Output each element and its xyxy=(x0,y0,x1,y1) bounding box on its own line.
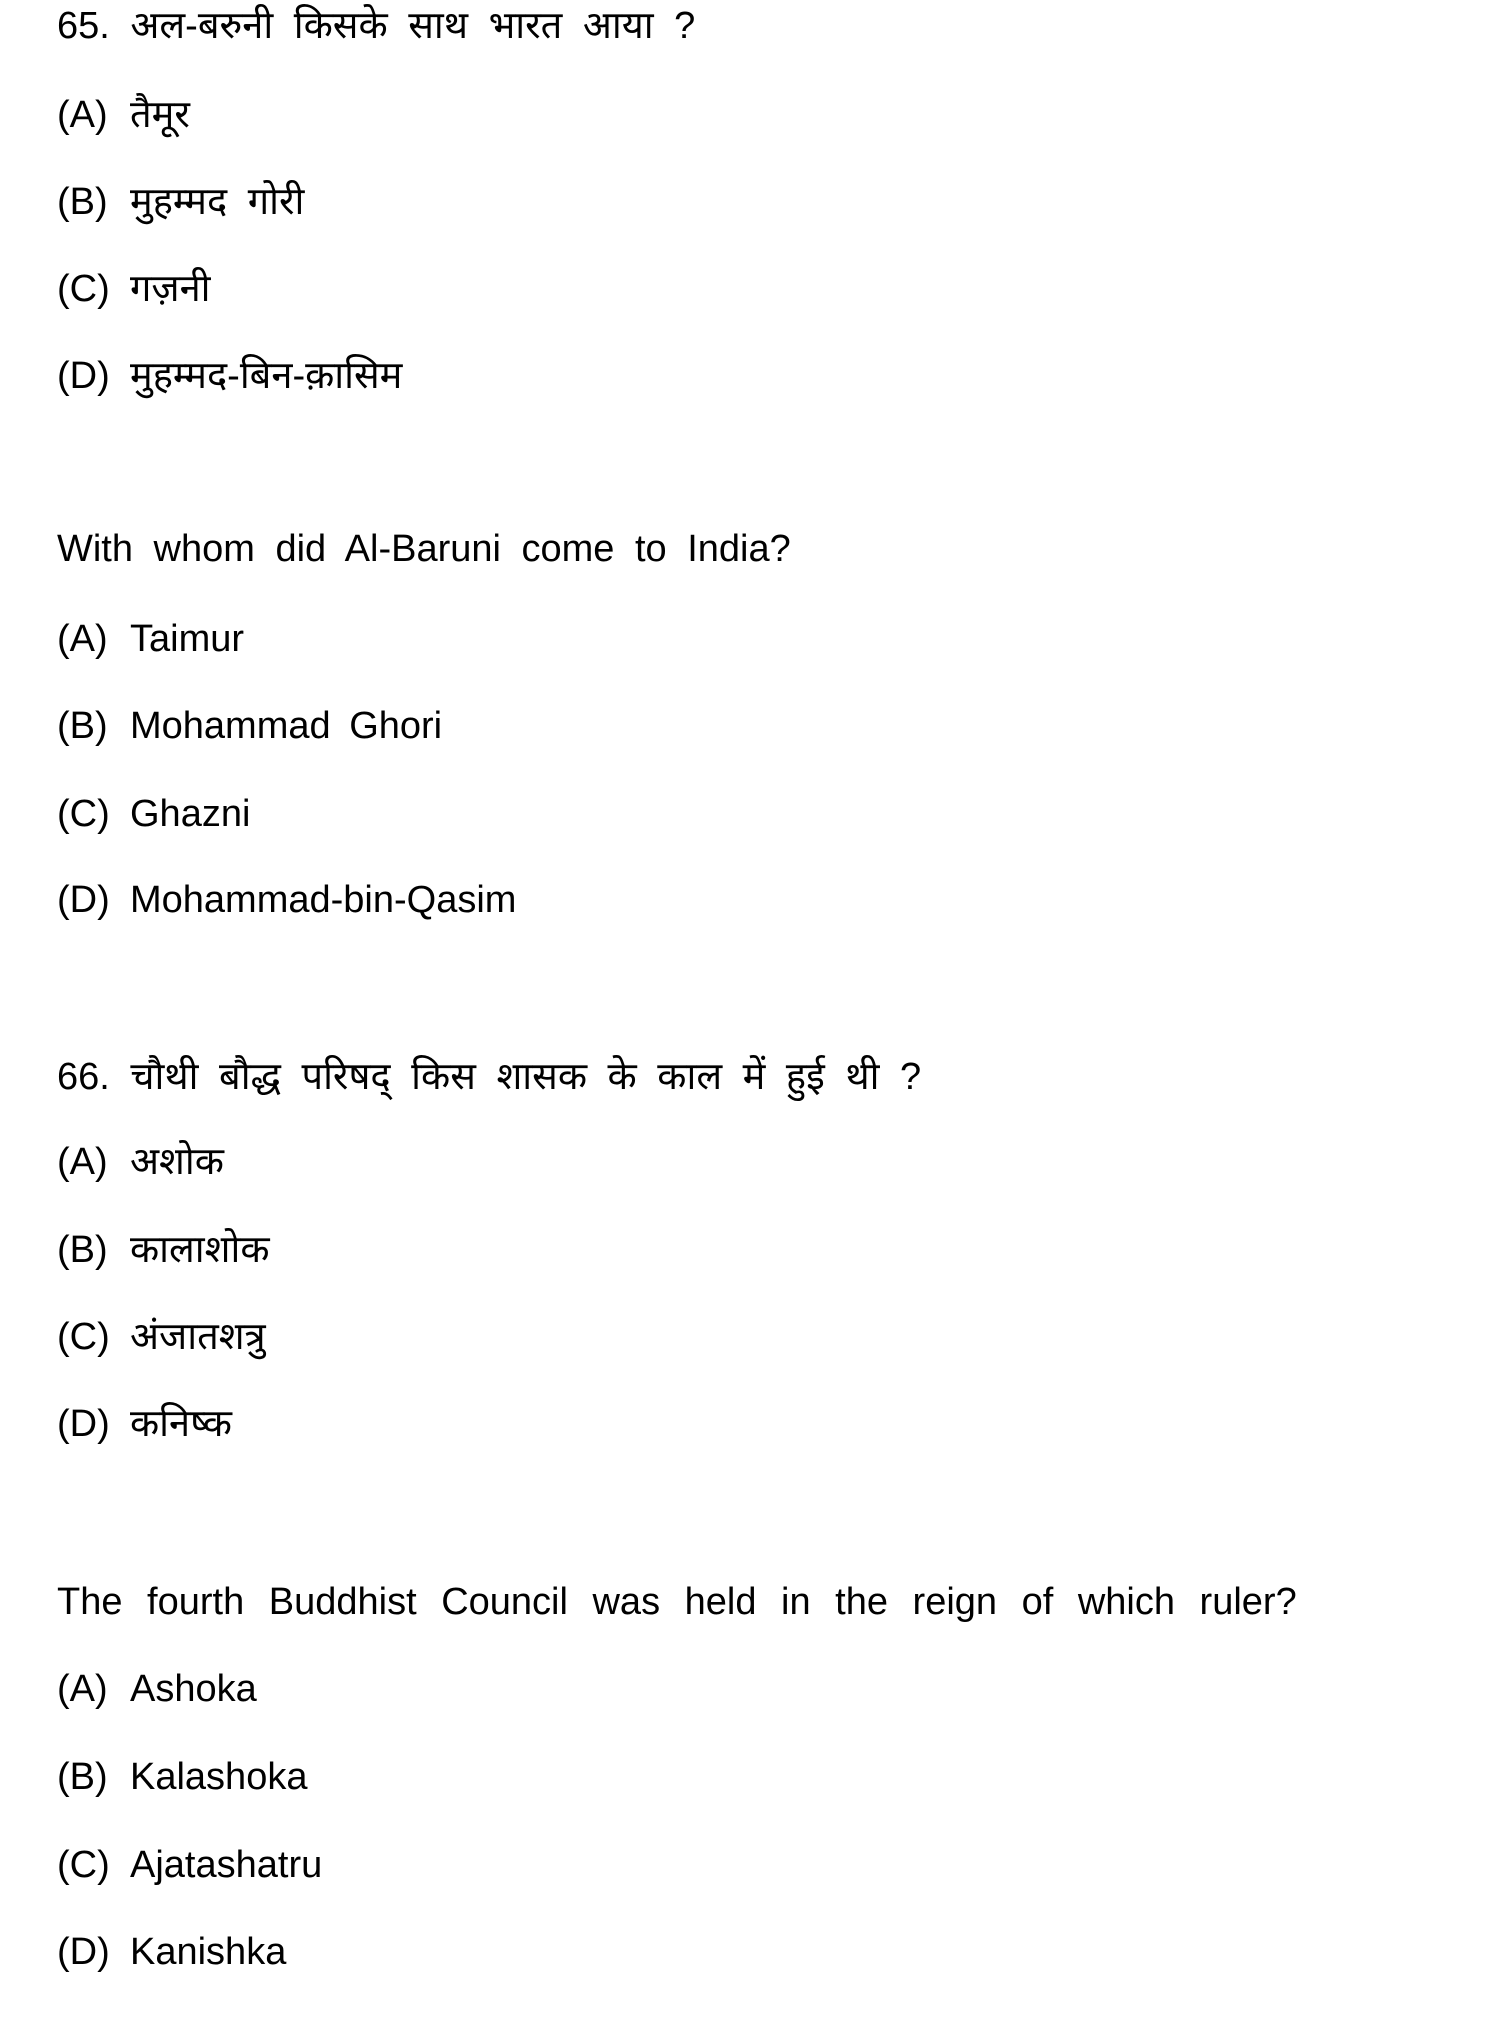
option-a[interactable] xyxy=(57,1143,224,1181)
option-text: मुहम्मद-बिन-क़ासिम xyxy=(130,355,403,397)
option-label: (B) xyxy=(57,705,108,747)
question-number: 65. xyxy=(57,5,110,47)
option-label: (C) xyxy=(57,1316,110,1358)
option-label: (B) xyxy=(57,1229,108,1271)
option-label: (B) xyxy=(57,181,108,223)
option-label: (C) xyxy=(57,1844,110,1886)
option-d[interactable] xyxy=(57,881,516,919)
option-a[interactable] xyxy=(57,1670,257,1708)
option-label: (A) xyxy=(57,94,108,136)
question-text xyxy=(57,1058,921,1096)
option-b[interactable] xyxy=(57,183,304,221)
option-text: Ashoka xyxy=(130,1668,257,1710)
option-c[interactable] xyxy=(57,270,211,308)
option-d[interactable] xyxy=(57,357,402,395)
option-text: मुहम्मद गोरी xyxy=(130,181,305,223)
question-stem: चौथी बौद्ध परिषद् किस शासक के काल में हुई थी ? xyxy=(130,1056,922,1098)
option-text: Mohammad Ghori xyxy=(130,705,443,747)
option-label: (A) xyxy=(57,618,108,660)
option-text: Kanishka xyxy=(130,1931,287,1973)
option-a[interactable] xyxy=(57,620,244,658)
question-stem: अल-बरुनी किसके साथ भारत आया ? xyxy=(130,5,696,47)
option-text: गज़नी xyxy=(130,268,211,310)
option-label: (D) xyxy=(57,1931,110,1973)
option-text: तैमूर xyxy=(130,94,190,136)
option-text: अशोक xyxy=(130,1141,224,1183)
option-label: (B) xyxy=(57,1756,108,1798)
option-text: कनिष्क xyxy=(130,1403,232,1445)
option-c[interactable] xyxy=(57,1846,322,1884)
option-b[interactable] xyxy=(57,707,442,745)
option-label: (C) xyxy=(57,793,110,835)
option-text: Ghazni xyxy=(130,793,251,835)
option-label: (C) xyxy=(57,268,110,310)
option-text: अंजातशत्रु xyxy=(130,1316,266,1358)
option-c[interactable] xyxy=(57,795,250,833)
option-b[interactable] xyxy=(57,1758,307,1796)
option-text: Mohammad-bin-Qasim xyxy=(130,879,517,921)
option-label: (A) xyxy=(57,1141,108,1183)
option-label: (D) xyxy=(57,1403,110,1445)
option-label: (A) xyxy=(57,1668,108,1710)
question-text xyxy=(57,7,695,45)
question-text: The fourth Buddhist Council was held in the reign of which ruler? xyxy=(57,1581,1297,1623)
option-text: Taimur xyxy=(130,618,245,660)
option-text: Kalashoka xyxy=(130,1756,308,1798)
question-text: With whom did Al-Baruni come to India? xyxy=(57,528,791,570)
option-label: (D) xyxy=(57,355,110,397)
question-number: 66. xyxy=(57,1056,110,1098)
option-c[interactable] xyxy=(57,1318,266,1356)
option-text: Ajatashatru xyxy=(130,1844,323,1886)
option-b[interactable] xyxy=(57,1231,270,1269)
option-label: (D) xyxy=(57,879,110,921)
option-d[interactable] xyxy=(57,1933,286,1971)
option-a[interactable] xyxy=(57,96,190,134)
option-d[interactable] xyxy=(57,1405,232,1443)
option-text: कालाशोक xyxy=(130,1229,270,1271)
